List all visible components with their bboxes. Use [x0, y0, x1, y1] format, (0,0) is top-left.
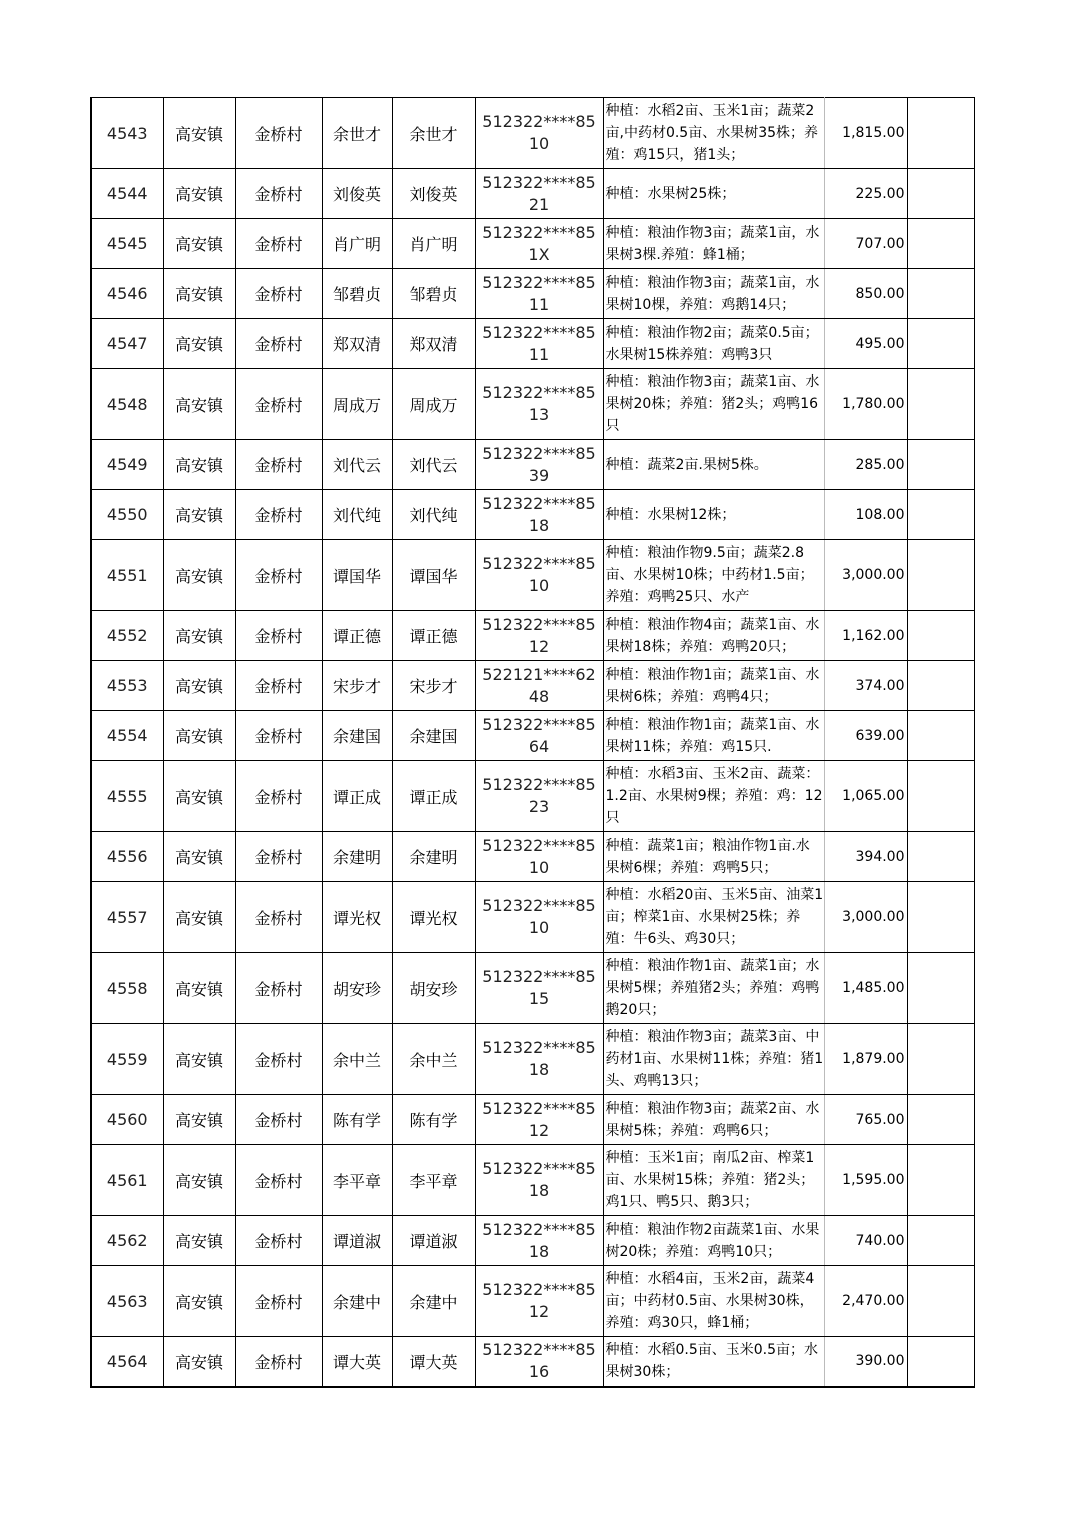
production-desc-cell [603, 440, 824, 490]
member-name-cell: 谭光权 [392, 882, 475, 953]
id-number-line2: 15 [528, 989, 550, 1008]
remark-cell [907, 953, 974, 1024]
id-number-cell [475, 369, 603, 440]
production-desc-cell [603, 761, 824, 832]
village-cell: 金桥村 [235, 1145, 322, 1216]
table-row [91, 1216, 974, 1266]
id-number-cell [475, 882, 603, 953]
id-number-line2: 12 [528, 1302, 550, 1321]
id-number-line1: 512322****85 [482, 222, 596, 242]
row-number: 4551 [91, 540, 163, 611]
production-desc-cell [603, 219, 824, 269]
table-row [91, 1266, 974, 1337]
id-number-line1: 512322****85 [482, 1038, 596, 1057]
id-number-cell [475, 1145, 603, 1216]
production-desc-cell [603, 1266, 824, 1337]
id-number-cell [475, 169, 603, 219]
row-number: 4553 [91, 661, 163, 711]
id-number-line1: 512322****85 [482, 614, 596, 634]
town-cell: 高安镇 [163, 369, 235, 440]
village-cell: 金桥村 [235, 953, 322, 1024]
id-number-line2: 1X [528, 244, 550, 264]
household-head-cell: 刘代云 [322, 440, 392, 490]
id-number-line1: 512322****85 [482, 835, 596, 855]
remark-cell [907, 882, 974, 953]
id-number-line1: 512322****85 [482, 1280, 596, 1299]
id-number-cell [475, 761, 603, 832]
household-head-cell: 邹碧贞 [322, 269, 392, 319]
remark-cell [907, 1216, 974, 1266]
table-row [91, 1337, 974, 1387]
id-number-line2: 23 [528, 797, 550, 816]
production-desc-text: 种植：粮油作物4亩；蔬菜1亩、水果树18株；养殖：鸡鸭20只； [605, 616, 820, 655]
row-number: 4559 [91, 1024, 163, 1095]
row-number: 4544 [91, 169, 163, 219]
village-cell: 金桥村 [235, 269, 322, 319]
remark-cell [907, 319, 974, 369]
town-cell: 高安镇 [163, 540, 235, 611]
production-desc-cell [603, 319, 824, 369]
row-number: 4549 [91, 440, 163, 490]
town-cell: 高安镇 [163, 1024, 235, 1095]
amount-cell: 495.00 [824, 319, 907, 369]
household-head-cell: 谭光权 [322, 882, 392, 953]
remark-cell [907, 169, 974, 219]
production-desc-cell [603, 882, 824, 953]
household-head-cell: 陈有学 [322, 1095, 392, 1145]
household-head-cell: 余建明 [322, 832, 392, 882]
id-number-cell [475, 832, 603, 882]
table-row [91, 490, 974, 540]
production-desc-cell [603, 1216, 824, 1266]
town-cell: 高安镇 [163, 98, 235, 169]
production-desc-text: 种植：水稻3亩、玉米2亩、蔬菜：1.2亩、水果树9棵；养殖：鸡：12只 [605, 766, 823, 826]
table-row [91, 319, 974, 369]
village-cell: 金桥村 [235, 882, 322, 953]
amount-cell: 390.00 [824, 1337, 907, 1387]
row-number: 4546 [91, 269, 163, 319]
remark-cell [907, 611, 974, 661]
member-name-cell: 刘俊英 [392, 169, 475, 219]
amount-cell: 3,000.00 [824, 882, 907, 953]
table-row [91, 219, 974, 269]
production-desc-text: 种植：水果树25株； [605, 185, 736, 202]
production-desc-cell [603, 269, 824, 319]
id-number-line1: 522121****62 [482, 664, 596, 684]
amount-cell: 1,065.00 [824, 761, 907, 832]
village-cell: 金桥村 [235, 98, 322, 169]
production-desc-cell [603, 1145, 824, 1216]
id-number-line1: 512322****85 [482, 896, 596, 915]
amount-cell: 394.00 [824, 832, 907, 882]
village-cell: 金桥村 [235, 1095, 322, 1145]
row-number: 4556 [91, 832, 163, 882]
household-head-cell: 郑双清 [322, 319, 392, 369]
table-row [91, 1095, 974, 1145]
village-cell: 金桥村 [235, 219, 322, 269]
amount-cell: 850.00 [824, 269, 907, 319]
production-desc-cell [603, 953, 824, 1024]
table-row [91, 1145, 974, 1216]
member-name-cell: 周成万 [392, 369, 475, 440]
id-number-line2: 11 [528, 294, 550, 314]
remark-cell [907, 269, 974, 319]
production-desc-cell [603, 1095, 824, 1145]
row-number: 4560 [91, 1095, 163, 1145]
production-desc-text: 种植：水稻20亩、玉米5亩、油菜1亩；榨菜1亩、水果树25株；养殖：牛6头、鸡30只； [605, 887, 824, 947]
row-number: 4543 [91, 98, 163, 169]
member-name-cell: 余中兰 [392, 1024, 475, 1095]
row-number: 4558 [91, 953, 163, 1024]
member-name-cell: 胡安珍 [392, 953, 475, 1024]
production-desc-text: 种植：粮油作物9.5亩；蔬菜2.8亩、水果树10株；中药材1.5亩；养殖：鸡鸭25只、水产 [605, 545, 814, 605]
id-number-cell [475, 98, 603, 169]
household-head-cell: 谭正成 [322, 761, 392, 832]
production-desc-cell [603, 1337, 824, 1387]
production-desc-cell [603, 1024, 824, 1095]
production-desc-text: 种植：粮油作物1亩；蔬菜1亩、水果树11株；养殖：鸡15只. [605, 716, 820, 755]
id-number-cell [475, 440, 603, 490]
production-desc-cell [603, 711, 824, 761]
town-cell: 高安镇 [163, 1266, 235, 1337]
amount-cell: 285.00 [824, 440, 907, 490]
village-cell: 金桥村 [235, 761, 322, 832]
row-number: 4562 [91, 1216, 163, 1266]
id-number-line1: 512322****85 [482, 1219, 596, 1239]
household-head-cell: 余世才 [322, 98, 392, 169]
row-number: 4550 [91, 490, 163, 540]
production-desc-cell [603, 832, 824, 882]
member-name-cell: 余建明 [392, 832, 475, 882]
household-subsidy-table [90, 97, 975, 1388]
id-number-line2: 10 [528, 918, 550, 937]
remark-cell [907, 1024, 974, 1095]
town-cell: 高安镇 [163, 661, 235, 711]
village-cell: 金桥村 [235, 319, 322, 369]
row-number: 4548 [91, 369, 163, 440]
id-number-line2: 18 [528, 1241, 550, 1261]
id-number-line1: 512322****85 [482, 1340, 596, 1360]
member-name-cell: 余世才 [392, 98, 475, 169]
production-desc-cell [603, 98, 824, 169]
town-cell: 高安镇 [163, 169, 235, 219]
id-number-cell [475, 1337, 603, 1387]
remark-cell [907, 711, 974, 761]
id-number-line2: 11 [528, 344, 550, 364]
member-name-cell: 邹碧贞 [392, 269, 475, 319]
id-number-line2: 16 [528, 1362, 550, 1382]
village-cell: 金桥村 [235, 611, 322, 661]
id-number-line2: 64 [528, 736, 550, 756]
household-head-cell: 余建中 [322, 1266, 392, 1337]
id-number-line1: 512322****85 [482, 112, 596, 131]
id-number-line1: 512322****85 [482, 322, 596, 342]
household-head-cell: 余中兰 [322, 1024, 392, 1095]
production-desc-text: 种植：粮油作物3亩；蔬菜1亩，水果树10棵，养殖：鸡鹅14只； [605, 274, 820, 313]
id-number-cell [475, 1024, 603, 1095]
production-desc-text: 种植：粮油作物2亩；蔬菜0.5亩；水果树15株养殖：鸡鸭3只 [605, 324, 819, 363]
id-number-line2: 39 [528, 465, 550, 485]
id-number-cell [475, 1095, 603, 1145]
member-name-cell: 陈有学 [392, 1095, 475, 1145]
remark-cell [907, 1145, 974, 1216]
remark-cell [907, 761, 974, 832]
village-cell: 金桥村 [235, 440, 322, 490]
remark-cell [907, 490, 974, 540]
table-row [91, 953, 974, 1024]
id-number-line1: 512322****85 [482, 967, 596, 986]
table-row [91, 761, 974, 832]
amount-cell: 740.00 [824, 1216, 907, 1266]
id-number-line1: 512322****85 [482, 1159, 596, 1178]
row-number: 4555 [91, 761, 163, 832]
member-name-cell: 刘代纯 [392, 490, 475, 540]
remark-cell [907, 832, 974, 882]
village-cell: 金桥村 [235, 1216, 322, 1266]
household-head-cell: 胡安珍 [322, 953, 392, 1024]
village-cell: 金桥村 [235, 540, 322, 611]
row-number: 4552 [91, 611, 163, 661]
remark-cell [907, 1266, 974, 1337]
village-cell: 金桥村 [235, 1337, 322, 1387]
remark-cell [907, 98, 974, 169]
household-head-cell: 李平章 [322, 1145, 392, 1216]
id-number-line1: 512322****85 [482, 383, 596, 402]
production-desc-text: 种植：粮油作物1亩、蔬菜1亩；水果树5棵；养殖猪2头；养殖：鸡鸭鹅20只； [605, 958, 820, 1018]
production-desc-text: 种植：玉米1亩；南瓜2亩、榨菜1亩、水果树15株；养殖：猪2头；鸡1只、鸭5只、鹅3只； [605, 1150, 815, 1210]
town-cell: 高安镇 [163, 611, 235, 661]
id-number-line1: 512322****85 [482, 714, 596, 734]
id-number-cell [475, 540, 603, 611]
member-name-cell: 肖广明 [392, 219, 475, 269]
amount-cell: 374.00 [824, 661, 907, 711]
remark-cell [907, 440, 974, 490]
id-number-cell [475, 319, 603, 369]
id-number-line2: 13 [528, 405, 550, 424]
member-name-cell: 宋步才 [392, 661, 475, 711]
id-number-line2: 10 [528, 857, 550, 877]
table-row [91, 369, 974, 440]
town-cell: 高安镇 [163, 711, 235, 761]
table-row [91, 98, 974, 169]
town-cell: 高安镇 [163, 832, 235, 882]
amount-cell: 639.00 [824, 711, 907, 761]
production-desc-text: 种植：水稻2亩、玉米1亩；蔬菜2亩,中药材0.5亩、水果树35株；养殖：鸡15只，猪1头； [605, 103, 819, 163]
remark-cell [907, 369, 974, 440]
household-head-cell: 肖广明 [322, 219, 392, 269]
member-name-cell: 郑双清 [392, 319, 475, 369]
id-number-cell [475, 953, 603, 1024]
production-desc-cell [603, 169, 824, 219]
town-cell: 高安镇 [163, 1216, 235, 1266]
id-number-line1: 512322****85 [482, 272, 596, 292]
id-number-line1: 512322****85 [482, 172, 596, 192]
production-desc-text: 种植：粮油作物3亩；蔬菜1亩，水果树3棵.养殖：蜂1桶； [605, 224, 820, 263]
id-number-line2: 10 [528, 134, 550, 153]
row-number: 4547 [91, 319, 163, 369]
table-row [91, 611, 974, 661]
table-row [91, 661, 974, 711]
id-number-cell [475, 1266, 603, 1337]
member-name-cell: 谭国华 [392, 540, 475, 611]
production-desc-text: 种植：水果树12株； [605, 506, 736, 523]
production-desc-text: 种植：粮油作物2亩蔬菜1亩、水果树20株；养殖：鸡鸭10只； [605, 1221, 820, 1260]
table-row [91, 1024, 974, 1095]
production-desc-cell [603, 661, 824, 711]
town-cell: 高安镇 [163, 761, 235, 832]
id-number-line2: 10 [528, 576, 550, 595]
household-head-cell: 刘俊英 [322, 169, 392, 219]
town-cell: 高安镇 [163, 269, 235, 319]
household-head-cell: 谭正德 [322, 611, 392, 661]
production-desc-text: 种植：粮油作物3亩；蔬菜2亩、水果树5株；养殖：鸡鸭6只； [605, 1100, 820, 1139]
id-number-line2: 12 [528, 636, 550, 656]
id-number-cell [475, 611, 603, 661]
table-row [91, 711, 974, 761]
production-desc-cell [603, 490, 824, 540]
remark-cell [907, 219, 974, 269]
amount-cell: 1,780.00 [824, 369, 907, 440]
town-cell: 高安镇 [163, 1095, 235, 1145]
production-desc-cell [603, 540, 824, 611]
member-name-cell: 刘代云 [392, 440, 475, 490]
production-desc-text: 种植：粮油作物1亩；蔬菜1亩、水果树6株；养殖：鸡鸭4只； [605, 666, 820, 705]
table-row [91, 832, 974, 882]
amount-cell: 707.00 [824, 219, 907, 269]
town-cell: 高安镇 [163, 490, 235, 540]
village-cell: 金桥村 [235, 169, 322, 219]
row-number: 4561 [91, 1145, 163, 1216]
row-number: 4564 [91, 1337, 163, 1387]
id-number-cell [475, 711, 603, 761]
town-cell: 高安镇 [163, 882, 235, 953]
production-desc-cell [603, 611, 824, 661]
id-number-cell [475, 269, 603, 319]
household-head-cell: 谭国华 [322, 540, 392, 611]
production-desc-text: 种植：水稻0.5亩、玉米0.5亩；水果树30株； [605, 1342, 819, 1381]
village-cell: 金桥村 [235, 369, 322, 440]
village-cell: 金桥村 [235, 711, 322, 761]
town-cell: 高安镇 [163, 1145, 235, 1216]
amount-cell: 225.00 [824, 169, 907, 219]
member-name-cell: 余建国 [392, 711, 475, 761]
id-number-cell [475, 661, 603, 711]
production-desc-text: 种植：粮油作物3亩；蔬菜1亩、水果树20株；养殖：猪2头；鸡鸭16只 [605, 374, 820, 434]
amount-cell: 108.00 [824, 490, 907, 540]
table-row [91, 269, 974, 319]
amount-cell: 3,000.00 [824, 540, 907, 611]
id-number-cell [475, 1216, 603, 1266]
production-desc-text: 种植：蔬菜2亩.果树5株。 [605, 456, 768, 473]
id-number-line1: 512322****85 [482, 493, 596, 513]
remark-cell [907, 540, 974, 611]
id-number-line1: 512322****85 [482, 775, 596, 794]
village-cell: 金桥村 [235, 1024, 322, 1095]
id-number-line2: 18 [528, 1181, 550, 1200]
id-number-line1: 512322****85 [482, 443, 596, 463]
id-number-line1: 512322****85 [482, 1098, 596, 1118]
village-cell: 金桥村 [235, 490, 322, 540]
id-number-line1: 512322****85 [482, 554, 596, 573]
household-head-cell: 周成万 [322, 369, 392, 440]
remark-cell [907, 661, 974, 711]
production-desc-cell [603, 369, 824, 440]
member-name-cell: 李平章 [392, 1145, 475, 1216]
production-desc-text: 种植：蔬菜1亩；粮油作物1亩.水果树6棵；养殖：鸡鸭5只； [605, 837, 810, 876]
table-row [91, 540, 974, 611]
village-cell: 金桥村 [235, 661, 322, 711]
id-number-line2: 21 [528, 194, 550, 214]
id-number-line2: 48 [528, 686, 550, 706]
row-number: 4545 [91, 219, 163, 269]
row-number: 4563 [91, 1266, 163, 1337]
household-head-cell: 余建国 [322, 711, 392, 761]
town-cell: 高安镇 [163, 1337, 235, 1387]
town-cell: 高安镇 [163, 953, 235, 1024]
village-cell: 金桥村 [235, 1266, 322, 1337]
amount-cell: 1,595.00 [824, 1145, 907, 1216]
member-name-cell: 谭正成 [392, 761, 475, 832]
id-number-line2: 12 [528, 1120, 550, 1140]
amount-cell: 1,879.00 [824, 1024, 907, 1095]
row-number: 4557 [91, 882, 163, 953]
household-head-cell: 谭大英 [322, 1337, 392, 1387]
amount-cell: 2,470.00 [824, 1266, 907, 1337]
amount-cell: 765.00 [824, 1095, 907, 1145]
table-row [91, 440, 974, 490]
town-cell: 高安镇 [163, 219, 235, 269]
village-cell: 金桥村 [235, 832, 322, 882]
remark-cell [907, 1095, 974, 1145]
town-cell: 高安镇 [163, 440, 235, 490]
member-name-cell: 谭道淑 [392, 1216, 475, 1266]
id-number-line2: 18 [528, 515, 550, 535]
table-row [91, 882, 974, 953]
production-desc-text: 种植：水稻4亩，玉米2亩，蔬菜4亩；中药材0.5亩、水果树30株，养殖：鸡30只，蜂1桶； [605, 1271, 815, 1331]
household-head-cell: 宋步才 [322, 661, 392, 711]
id-number-cell [475, 490, 603, 540]
production-desc-text: 种植：粮油作物3亩；蔬菜3亩、中药材1亩、水果树11株；养殖：猪1头、鸡鸭13只； [605, 1029, 824, 1089]
member-name-cell: 余建中 [392, 1266, 475, 1337]
row-number: 4554 [91, 711, 163, 761]
amount-cell: 1,162.00 [824, 611, 907, 661]
member-name-cell: 谭大英 [392, 1337, 475, 1387]
id-number-cell [475, 219, 603, 269]
amount-cell: 1,815.00 [824, 98, 907, 169]
household-head-cell: 谭道淑 [322, 1216, 392, 1266]
town-cell: 高安镇 [163, 319, 235, 369]
member-name-cell: 谭正德 [392, 611, 475, 661]
remark-cell [907, 1337, 974, 1387]
table-row [91, 169, 974, 219]
household-head-cell: 刘代纯 [322, 490, 392, 540]
amount-cell: 1,485.00 [824, 953, 907, 1024]
id-number-line2: 18 [528, 1060, 550, 1079]
